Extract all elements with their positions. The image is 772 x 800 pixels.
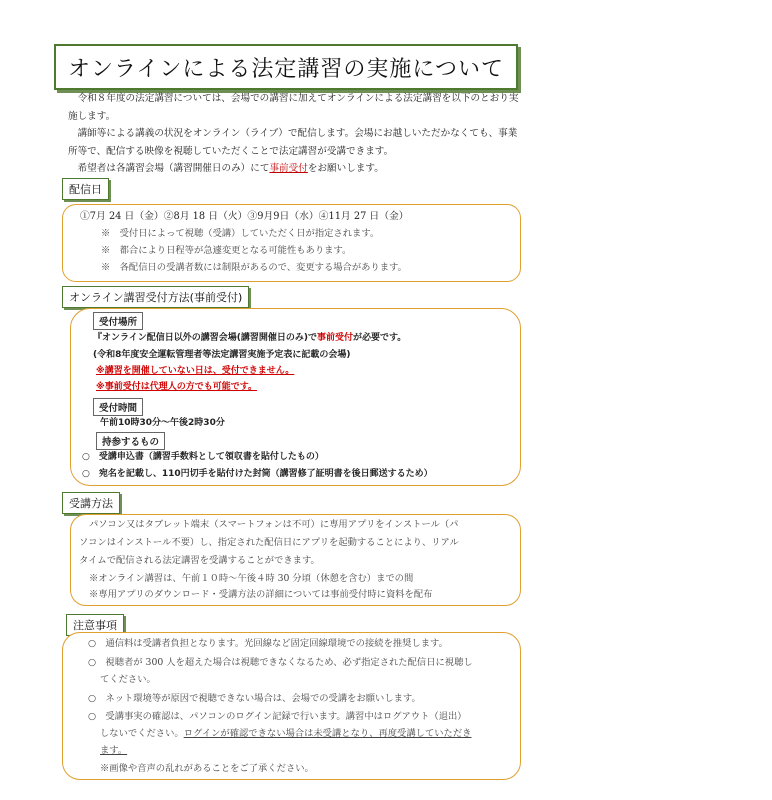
note-item-continued: てください。 — [100, 674, 156, 685]
note-item: ○ 視聴者が 300 人を超えた場合は視聴できなくなるため、必ず指定された配信日に視聴し — [88, 657, 473, 668]
section-label-notes: 注意事項 — [66, 614, 124, 636]
method-line-4: ※オンライン講習は、午前１０時～午後４時 30 分頃（休憩を含む）までの間 — [89, 573, 414, 584]
sub-label-place: 受付場所 — [93, 312, 143, 330]
reception-warning-1: ※講習を開催していない日は、受付できません。 — [96, 366, 295, 376]
delivery-note: ※ 各配信日の受講者数には制限があるので、変更する場合があります。 — [101, 262, 407, 273]
title-box — [54, 44, 518, 90]
note-text: しないでください。 — [100, 728, 184, 739]
note-item-continued — [100, 727, 471, 741]
delivery-note: ※ 都合により日程等が急遽変更となる可能性もあります。 — [101, 245, 352, 256]
method-line-1: パソコン又はタブレット端末（スマートフォンは不可）に専用アプリをインストール（パ — [89, 519, 459, 530]
note-underlined-end: ます。 — [100, 745, 128, 756]
reception-time-value: 午前10時30分～午後2時30分 — [100, 418, 225, 428]
sub-label-bring: 持参するもの — [96, 432, 165, 450]
section-label-delivery: 配信日 — [62, 178, 109, 200]
section-label-method: 受講方法 — [62, 492, 120, 514]
reception-place-line-2: (令和8年度安全運転管理者等法定講習実施予定表に記載の会場) — [93, 350, 351, 360]
sub-label-time: 受付時間 — [93, 398, 143, 416]
intro-paragraph-2: 講師等による講義の状況をオンライン（ライブ）で配信します。会場にお越しいただかなくても、事業所等で、配信する映像を視聴していただくことで法定講習が受講できます。 — [68, 128, 518, 157]
page-title: オンラインによる法定講習の実施について — [68, 56, 504, 82]
section-label-reception: オンライン講習受付方法(事前受付) — [62, 286, 249, 308]
note-underlined: ログインが確認できない場合は未受講となり、再度受講していただき — [183, 728, 472, 739]
bring-item: ○ 宛名を記載し、110円切手を貼付けた封筒（講習修了証明書を後日郵送するため） — [82, 469, 433, 479]
method-line-3: タイムで配信される法定講習を受講することができます。 — [79, 555, 320, 566]
method-line-5: ※専用アプリのダウンロード・受講方法の詳細については事前受付時に資料を配布 — [89, 589, 433, 600]
notes-box — [62, 632, 521, 780]
note-item: ○ 受講事実の確認は、パソコンのログイン記録で行います。講習中はログアウト（退出） — [88, 711, 467, 722]
bring-item: ○ 受講申込書（講習手数料として領収書を貼付したもの） — [82, 452, 324, 462]
reception-warning-2: ※事前受付は代理人の方でも可能です。 — [96, 382, 258, 392]
note-item: ○ 通信料は受講者負担となります。光回線など固定回線環境での接続を推奨します。 — [88, 638, 448, 649]
note-item: ※画像や音声の乱れがあることをご了承ください。 — [100, 763, 314, 774]
reception-place-line-1 — [93, 331, 406, 345]
delivery-note: ※ 受付日によって視聴（受講）していただく日が指定されます。 — [101, 228, 380, 239]
intro-paragraph-1: 令和８年度の法定講習については、会場での講習に加えてオンラインによる法定講習を以下のとおり実施します。 — [68, 93, 519, 122]
advance-reception-red: 事前受付 — [316, 333, 353, 343]
intro-p3-text: 希望者は各講習会場（講習開催日のみ）にて — [77, 163, 270, 174]
intro-p3-tail: をお願いします。 — [307, 163, 384, 174]
intro — [68, 90, 520, 178]
delivery-dates: ①7月 24 日（金）②8月 18 日（火）③9月9日（水）④11月 27 日（金） — [80, 211, 409, 222]
method-line-2: ソコンはインストール不要）し、指定された配信日にアプリを起動することにより、リアル — [79, 537, 459, 548]
place-text: 『オンライン配信日以外の講習会場(講習開催日のみ)で — [93, 333, 317, 343]
place-text-tail: が必要です。 — [352, 333, 407, 343]
note-item: ○ ネット環境等が原因で視聴できない場合は、会場での受講をお願いします。 — [88, 693, 421, 704]
advance-reception-highlight: 事前受付 — [269, 163, 308, 174]
intro-paragraph-3 — [68, 160, 520, 178]
